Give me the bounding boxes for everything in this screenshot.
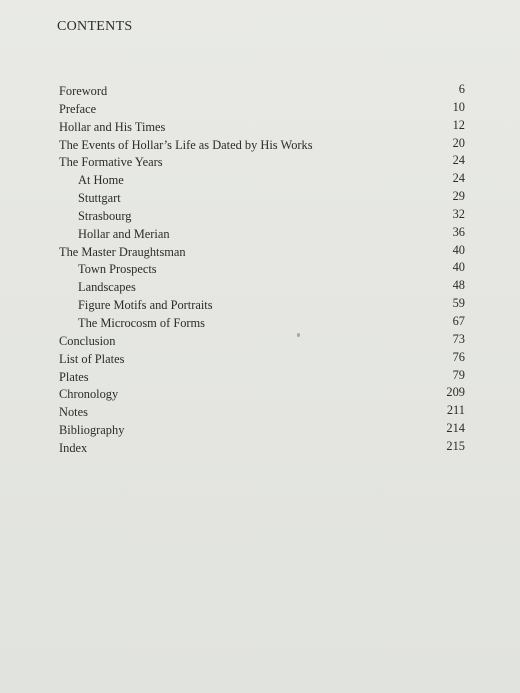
toc-entry-title: Plates <box>59 369 89 384</box>
toc-entry <box>59 137 465 155</box>
toc-entry-title: Preface <box>59 101 97 116</box>
paper-speck <box>297 333 300 337</box>
toc-entry <box>59 279 465 297</box>
toc-entry-page-number: 32 <box>452 206 465 221</box>
toc-entry <box>59 315 465 333</box>
toc-entry-page-number: 76 <box>452 349 465 364</box>
toc-entry <box>59 190 465 208</box>
toc-entry <box>59 119 465 137</box>
toc-entry-title: Foreword <box>59 84 108 98</box>
toc-entry <box>59 101 465 119</box>
toc-entry <box>59 226 465 244</box>
table-of-contents <box>59 83 465 458</box>
toc-entry-page-number: 211 <box>446 403 465 418</box>
toc-entry <box>59 208 465 226</box>
toc-entry-page-number: 20 <box>452 135 465 150</box>
toc-entry <box>59 154 465 172</box>
toc-entry-page-number: 48 <box>452 278 465 293</box>
toc-entry <box>59 404 465 422</box>
toc-entry-page-number: 6 <box>458 82 465 96</box>
toc-entry <box>59 261 465 279</box>
toc-entry-title: Chronology <box>59 387 119 402</box>
toc-entry-page-number: 59 <box>452 296 465 311</box>
toc-entry-page-number: 40 <box>452 242 465 257</box>
toc-entry-page-number: 36 <box>452 224 465 239</box>
toc-entry-title: Landscapes <box>78 280 136 295</box>
toc-entry-page-number: 214 <box>446 421 465 436</box>
toc-entry <box>59 244 465 262</box>
toc-entry-page-number: 40 <box>452 260 465 275</box>
toc-entry-page-number: 209 <box>446 385 465 400</box>
toc-entry-title: The Master Draughtsman <box>59 244 186 259</box>
toc-entry-title: Conclusion <box>59 333 116 348</box>
toc-entry-page-number: 29 <box>452 189 465 204</box>
toc-entry-title: Index <box>59 440 88 455</box>
page-title: CONTENTS <box>57 19 133 34</box>
toc-entry-page-number: 215 <box>446 438 465 453</box>
toc-entry-title: The Formative Years <box>59 155 163 170</box>
toc-entry <box>59 369 465 387</box>
toc-entry-page-number: 79 <box>452 367 465 382</box>
toc-entry <box>59 351 465 369</box>
toc-entry <box>59 172 465 190</box>
toc-entry-page-number: 24 <box>452 153 465 168</box>
toc-entry-title: Strasbourg <box>78 208 132 223</box>
toc-entry-title: The Microcosm of Forms <box>78 315 205 330</box>
toc-entry-page-number: 24 <box>452 171 465 186</box>
toc-entry-title: List of Plates <box>59 351 125 366</box>
toc-entry-title: Figure Motifs and Portraits <box>78 298 213 313</box>
toc-entry-page-number: 67 <box>452 313 465 328</box>
toc-entry <box>59 440 465 458</box>
toc-entry-page-number: 10 <box>452 99 465 114</box>
toc-entry-title: Bibliography <box>59 423 125 438</box>
toc-entry <box>59 422 465 440</box>
toc-entry-title: Town Prospects <box>78 262 157 277</box>
toc-entry-title: Notes <box>59 405 88 420</box>
toc-entry-title: At Home <box>78 173 124 188</box>
toc-entry <box>59 83 465 101</box>
toc-entry <box>59 333 465 351</box>
toc-entry <box>59 386 465 404</box>
toc-entry-page-number: 73 <box>452 331 465 346</box>
toc-entry-page-number: 12 <box>452 117 465 132</box>
toc-entry <box>59 297 465 315</box>
toc-entry-title: The Events of Hollar’s Life as Dated by His Works <box>59 137 313 152</box>
toc-entry-title: Hollar and Merian <box>78 226 170 241</box>
toc-entry-title: Stuttgart <box>78 191 121 206</box>
toc-entry-title: Hollar and His Times <box>59 119 166 134</box>
